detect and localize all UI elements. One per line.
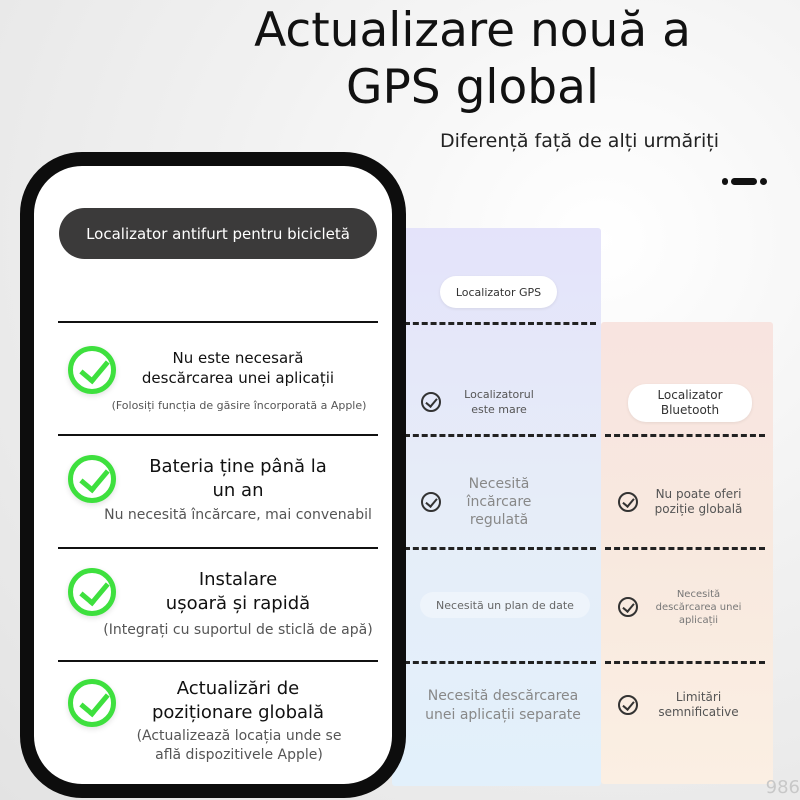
- feature-title-line: Actualizări de: [176, 678, 300, 699]
- feature-title-line: un an: [212, 480, 264, 501]
- product-name-button[interactable]: [59, 208, 377, 259]
- feature-title-line: ușoară și rapidă: [165, 593, 311, 614]
- feature-title-line: Nu este necesară: [172, 349, 304, 367]
- row-divider: [404, 547, 596, 550]
- feature-item: [58, 661, 388, 791]
- row-divider: [605, 661, 765, 664]
- row-divider: [404, 322, 596, 325]
- bluetooth-row: [618, 586, 768, 628]
- gps-row: [421, 474, 591, 530]
- feature-item: [58, 322, 388, 434]
- feature-title-line: poziționare globală: [151, 702, 325, 723]
- bluetooth-label-pill: [628, 384, 752, 422]
- feature-note: Nu necesită încărcare, mai convenabil: [104, 507, 372, 523]
- bluetooth-row-text: descărcarea unei: [655, 601, 742, 613]
- title-line-1: Actualizare nouă a: [254, 3, 691, 58]
- green-check-icon: [68, 455, 116, 503]
- row-divider: [605, 434, 765, 437]
- feature-title: [118, 348, 358, 388]
- green-check-icon: [68, 568, 116, 616]
- feature-title: [118, 568, 358, 616]
- title-line-2: GPS global: [346, 60, 599, 115]
- feature-title: [118, 677, 358, 725]
- feature-title-line: Instalare: [198, 569, 278, 590]
- check-icon: [618, 597, 638, 617]
- bluetooth-row: [618, 688, 768, 722]
- feature-note-line: (Actualizează locația unde se: [136, 728, 342, 744]
- row-divider: [404, 434, 596, 437]
- check-icon: [421, 492, 441, 512]
- gps-row-text: Necesită: [468, 476, 530, 492]
- gps-label: Localizator GPS: [455, 285, 542, 299]
- gps-row-text: unei aplicații separate: [425, 707, 581, 723]
- bluetooth-row-text: poziție globală: [654, 502, 743, 516]
- row-divider: [404, 661, 596, 664]
- bluetooth-row-text: Nu poate oferi: [655, 487, 742, 501]
- gps-row: [421, 385, 591, 419]
- gps-row-text: Localizatorul: [464, 388, 534, 401]
- feature-item: [58, 548, 388, 660]
- bluetooth-row-text: Limitări: [675, 690, 722, 704]
- feature-note: (Folosiți funcția de găsire încorporată a Apple): [111, 399, 367, 412]
- feature-title: [118, 455, 358, 503]
- page-subtitle: Diferență față de alți urmăriți: [440, 130, 719, 152]
- check-icon: [421, 392, 441, 412]
- row-divider: [605, 547, 765, 550]
- watermark: 986: [765, 777, 800, 798]
- gps-row-text: Necesită un plan de date: [436, 598, 574, 612]
- green-check-icon: [68, 346, 116, 394]
- carousel-dot[interactable]: [722, 178, 728, 185]
- feature-note-line: află dispozitivele Apple): [155, 747, 323, 763]
- feature-title-line: Bateria ține până la: [149, 456, 327, 477]
- gps-row: [420, 592, 590, 618]
- product-name: Localizator antifurt pentru bicicletă: [86, 224, 350, 243]
- feature-note: (Integrați cu suportul de sticlă de apă): [103, 622, 373, 638]
- feature-title-line: descărcarea unei aplicații: [141, 369, 335, 387]
- gps-row-text: este mare: [471, 403, 527, 416]
- bluetooth-row-text: aplicații: [678, 614, 719, 626]
- feature-item: [58, 435, 388, 547]
- bluetooth-label-line: Localizator: [657, 388, 723, 402]
- page-title: [0, 2, 800, 116]
- check-icon: [618, 695, 638, 715]
- gps-row: [408, 684, 598, 728]
- gps-row-text: Necesită descărcarea: [427, 688, 579, 704]
- check-icon: [618, 492, 638, 512]
- green-check-icon: [68, 679, 116, 727]
- gps-row-text: regulată: [469, 512, 529, 528]
- feature-note: [104, 727, 374, 765]
- gps-label-pill: [440, 276, 557, 308]
- bluetooth-row: [618, 485, 768, 519]
- bluetooth-row-text: semnificative: [658, 705, 739, 719]
- gps-row-text: încărcare: [466, 494, 532, 510]
- carousel-dot-active[interactable]: [731, 178, 757, 185]
- carousel-dot[interactable]: [760, 178, 767, 185]
- carousel-indicator[interactable]: [722, 178, 768, 185]
- bluetooth-row-text: Necesită: [676, 588, 721, 600]
- bluetooth-label-line: Bluetooth: [660, 403, 720, 417]
